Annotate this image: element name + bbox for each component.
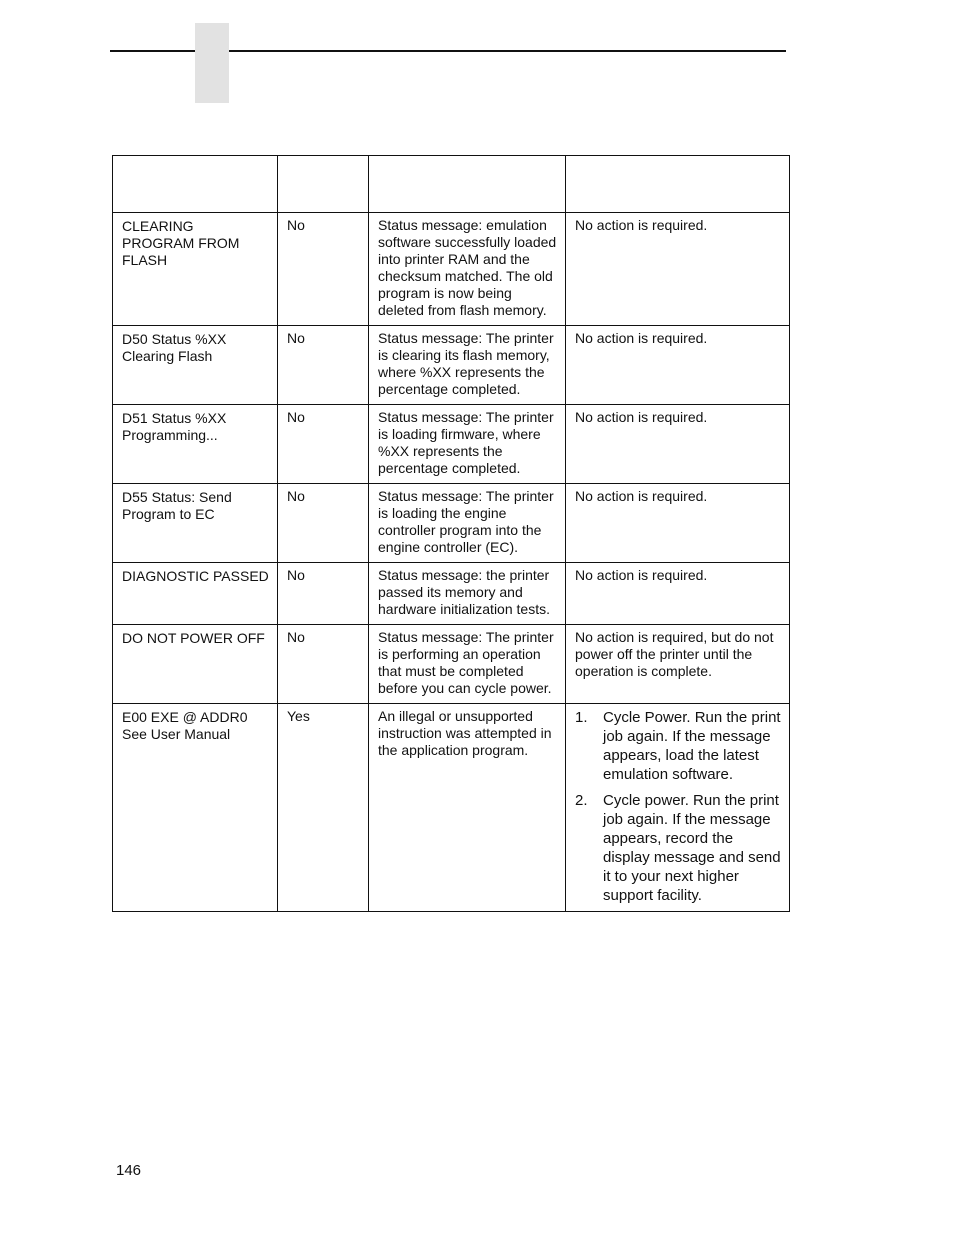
explanation-cell: Status message: emulation software successfully loaded into printer RAM and the checksum matched. The old program is now being deleted from flash memory.: [369, 213, 566, 326]
table-row: [113, 625, 790, 704]
table-row: [113, 484, 790, 563]
message-cell: D50 Status %XX Clearing Flash: [113, 326, 278, 405]
can-clear-cell: Yes: [278, 704, 369, 912]
solution-steps-list: [575, 708, 781, 905]
can-clear-cell: No: [278, 484, 369, 563]
message-table: [112, 155, 790, 912]
solution-cell: No action is required, but do not power off the printer until the operation is complete.: [566, 625, 790, 704]
can-clear-cell: No: [278, 213, 369, 326]
message-cell: DO NOT POWER OFF: [113, 625, 278, 704]
table-row: [113, 563, 790, 625]
solution-cell: No action is required.: [566, 326, 790, 405]
solution-cell: No action is required.: [566, 563, 790, 625]
page-number: 146: [116, 1162, 142, 1179]
explanation-cell: Status message: the printer passed its memory and hardware initialization tests.: [369, 563, 566, 625]
explanation-cell: Status message: The printer is loading the engine controller program into the engine controller (EC).: [369, 484, 566, 563]
explanation-cell: Status message: The printer is performing an operation that must be completed before you can cycle power.: [369, 625, 566, 704]
explanation-cell: An illegal or unsupported instruction was attempted in the application program.: [369, 704, 566, 912]
can-clear-cell: No: [278, 326, 369, 405]
table-row: [113, 405, 790, 484]
step-number: 2.: [575, 792, 588, 809]
message-cell: DIAGNOSTIC PASSED: [113, 563, 278, 625]
solution-cell: No action is required.: [566, 213, 790, 326]
message-cell: D51 Status %XX Programming...: [113, 405, 278, 484]
step-number: 1.: [575, 709, 588, 726]
header-cell-can-clear: [278, 156, 369, 213]
solution-cell: [566, 704, 790, 912]
can-clear-cell: No: [278, 625, 369, 704]
header-cell-explanation: [369, 156, 566, 213]
table-row: [113, 326, 790, 405]
table-row: [113, 704, 790, 912]
can-clear-cell: No: [278, 563, 369, 625]
chapter-tab: [195, 23, 229, 103]
message-cell: CLEARING PROGRAM FROM FLASH: [113, 213, 278, 326]
solution-cell: No action is required.: [566, 405, 790, 484]
step-text: Cycle power. Run the print job again. If the message appears, record the display message and send it to your next higher support facility.: [603, 792, 781, 904]
message-cell: D55 Status: Send Program to EC: [113, 484, 278, 563]
message-cell: E00 EXE @ ADDR0 See User Manual: [113, 704, 278, 912]
solution-step: [575, 708, 781, 784]
can-clear-cell: No: [278, 405, 369, 484]
explanation-cell: Status message: The printer is clearing its flash memory, where %XX represents the percentage completed.: [369, 326, 566, 405]
solution-cell: No action is required.: [566, 484, 790, 563]
table-row: [113, 213, 790, 326]
solution-step: [575, 791, 781, 905]
table-header-row: [113, 156, 790, 213]
step-text: Cycle Power. Run the print job again. If the message appears, load the latest emulation software.: [603, 709, 781, 783]
header-cell-solution: [566, 156, 790, 213]
explanation-cell: Status message: The printer is loading firmware, where %XX represents the percentage completed.: [369, 405, 566, 484]
header-cell-message: [113, 156, 278, 213]
